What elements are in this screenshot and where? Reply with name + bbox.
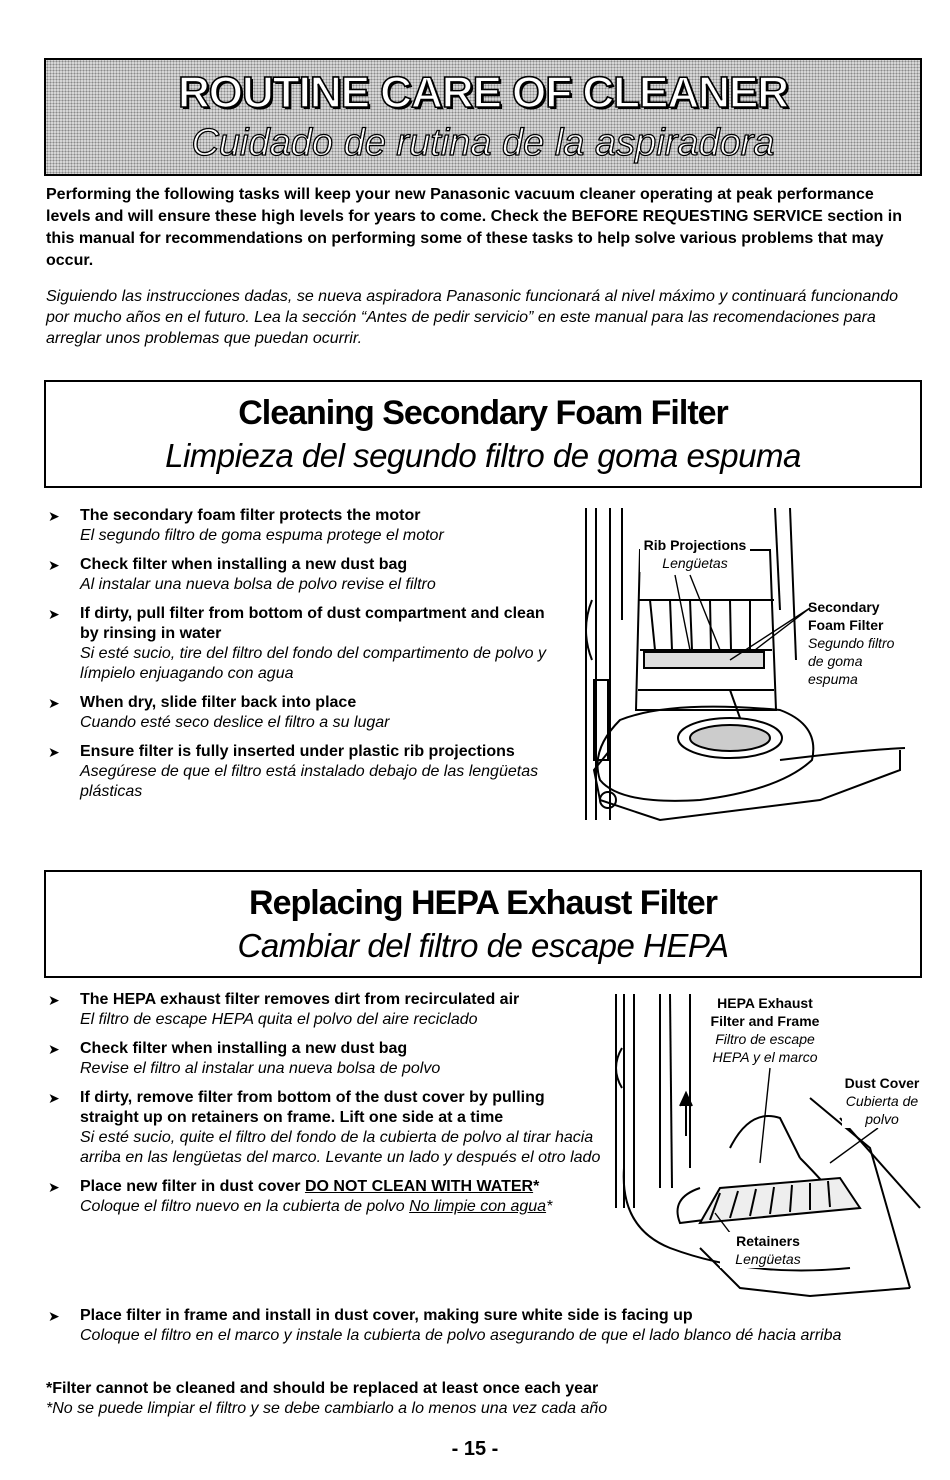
intro-paragraph-spanish: Siguiendo las instrucciones dadas, se nueva aspiradora Panasonic funcionará al nivel máximo y continuará funcionando por mucho años en el futuro. Lea la sección “Antes de pedir servicio” en este manual para las recomendaciones para arreglar unos problemas que puedan ocurrir. [46,288,899,347]
dust-cover-label: Dust Cover Cubierta de polvo [842,1074,922,1128]
section-heading: Replacing HEPA Exhaust Filter [249,884,717,922]
list-item: ➤ If dirty, remove filter from bottom of the dust cover by pulling straight up on retainers on frame. Lift one side at a time Si esté sucio, quite el filtro del fondo de la cubierta de polvo al tirar hacia arriba en las lengüetas del marco. Levante un lado y después el otro lado [48,1089,601,1166]
bullet-list [46,990,602,1226]
page-number: - 15 - [451,1438,499,1460]
title-banner [44,58,922,176]
section-heading-spanish: Limpieza del segundo filtro de goma espuma [165,437,801,474]
warning-text: DO NOT CLEAN WITH WATER [304,1178,534,1195]
footnote: *Filter cannot be cleaned and should be replaced at least once each year [46,1380,599,1397]
section-heading-spanish: Cambiar del filtro de escape HEPA [237,927,729,964]
list-item: ➤ The secondary foam filter protects the motor El segundo filtro de goma espuma protege el motor [48,507,444,544]
arrow-icon: ➤ [48,1308,60,1324]
hepa-filter-label: HEPA Exhaust Filter and Frame Filtro de escape HEPA y el marco [700,994,830,1066]
arrow-icon: ➤ [48,992,60,1008]
bullet-list [46,506,566,811]
arrow-icon: ➤ [48,508,60,524]
list-item: ➤ Place new filter in dust cover DO NOT CLEAN WITH WATER* Coloque el filtro nuevo en la cubierta de polvo No limpie con agua* [48,1178,553,1215]
arrow-icon: ➤ [48,1090,60,1106]
secondary-foam-filter-label: Secondary Foam Filter Segundo filtro de goma espuma [808,599,895,687]
page-title-spanish: Cuidado de rutina de la aspiradora [191,122,775,164]
retainers-label: Retainers Lengüetas [720,1232,816,1268]
list-item: ➤ When dry, slide filter back into place Cuando esté seco deslice el filtro a su lugar [48,694,390,731]
arrow-icon: ➤ [48,744,60,760]
list-item: ➤ Check filter when installing a new dust bag Revise el filtro al instalar una nueva bolsa de polvo [48,1040,441,1077]
list-item: ➤ The HEPA exhaust filter removes dirt from recirculated air El filtro de escape HEPA quita el polvo del aire reciclado [48,991,520,1028]
footnote-spanish: *No se puede limpiar el filtro y se debe cambiarlo a lo menos una vez cada año [46,1400,608,1417]
arrow-icon: ➤ [48,1179,60,1195]
bullet-list [46,1306,916,1355]
list-item: ➤ Place filter in frame and install in dust cover, making sure white side is facing up Coloque el filtro en el marco y instale la cubierta de polvo asegurando de que el lado blanco dé hacia arriba [48,1307,842,1344]
arrow-icon: ➤ [48,695,60,711]
rib-projections-label: Rib Projections Lengüetas [640,536,750,572]
intro-paragraph: Performing the following tasks will keep your new Panasonic vacuum cleaner operating at peak performance levels and will ensure these high levels for years to come. Check the BEFORE REQUESTING SERVICE section in this manual for recommendations on performing some of these tasks to help solve various problems that may occur. [46,186,902,269]
list-item: ➤ If dirty, pull filter from bottom of dust compartment and clean by rinsing in water Si esté sucio, tire del filtro del fondo del compartimento de polvo y límpielo enjuagando con agua [48,605,547,682]
section-heading-box [44,380,922,488]
warning-text-spanish: No limpie con agua [409,1198,547,1215]
section-heading-box [44,870,922,978]
section-heading: Cleaning Secondary Foam Filter [238,394,728,432]
arrow-icon: ➤ [48,557,60,573]
page-title: ROUTINE CARE OF CLEANER [177,68,789,117]
list-item: ➤ Check filter when installing a new dust bag Al instalar una nueva bolsa de polvo revise el filtro [48,556,436,593]
arrow-icon: ➤ [48,1041,60,1057]
arrow-icon: ➤ [48,606,60,622]
list-item: ➤ Ensure filter is fully inserted under plastic rib projections Asegúrese de que el filtro está instalado debajo de las lengüetas plásticas [48,743,539,800]
